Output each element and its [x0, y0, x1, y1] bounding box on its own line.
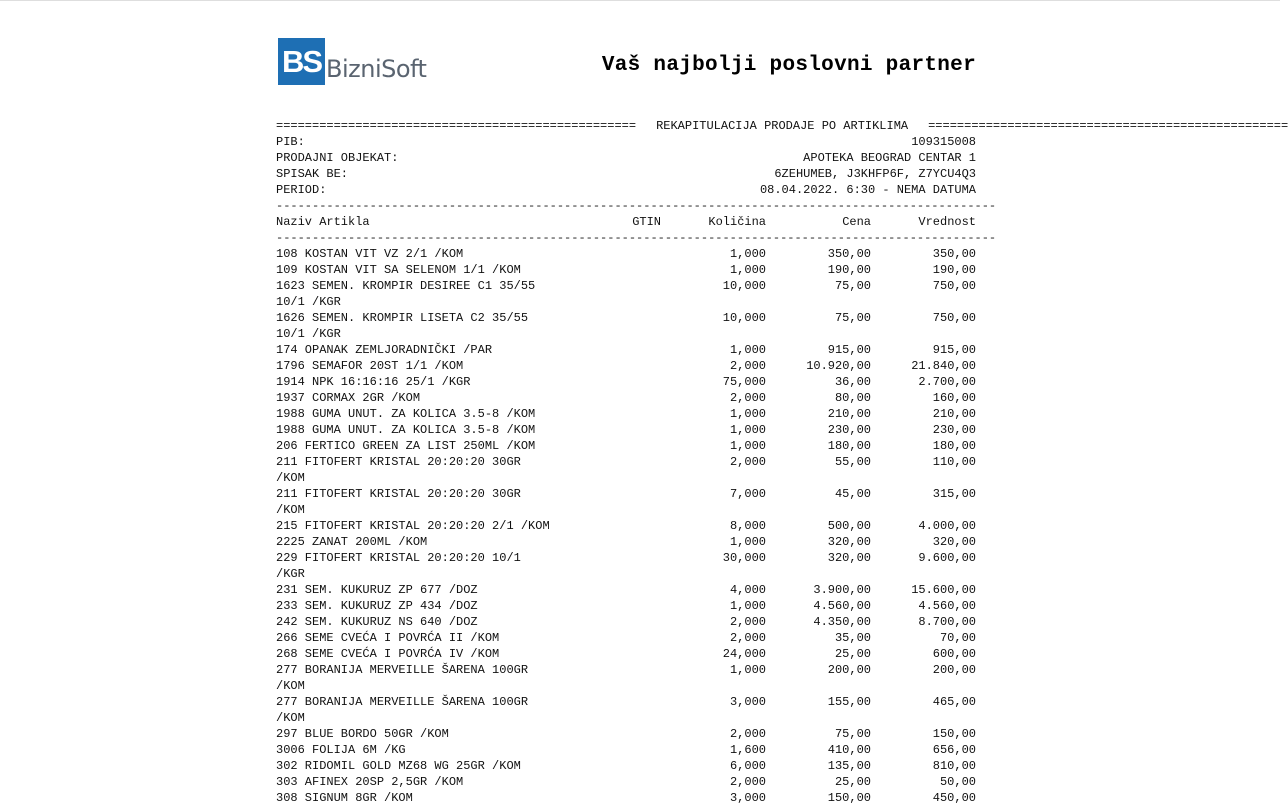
pib-value: 109315008 — [911, 135, 976, 149]
item-qty: 10,000 — [722, 311, 766, 325]
item-price: 180,00 — [827, 439, 871, 453]
period-value: 08.04.2022. 6:30 - NEMA DATUMA — [759, 183, 976, 197]
item-price: 410,00 — [827, 743, 871, 757]
item-qty: 1,000 — [729, 263, 766, 277]
separator-right: ================================================== — [928, 119, 1288, 133]
item-price: 25,00 — [834, 775, 871, 789]
item-value: 230,00 — [932, 423, 976, 437]
item-price: 350,00 — [827, 247, 871, 261]
table-row — [276, 790, 976, 806]
item-qty: 1,000 — [729, 535, 766, 549]
table-row — [276, 454, 976, 486]
item-value: 750,00 — [932, 279, 976, 293]
item-price: 55,00 — [834, 455, 871, 469]
item-name: 266 SEME CVEĆA I POVRĆA II /KOM — [276, 631, 500, 645]
item-price: 36,00 — [834, 375, 871, 389]
item-name: 206 FERTICO GREEN ZA LIST 250ML /KOM — [276, 439, 536, 453]
table-row — [276, 358, 976, 374]
item-price: 230,00 — [827, 423, 871, 437]
item-price: 135,00 — [827, 759, 871, 773]
objekat-label: PRODAJNI OBJEKAT: — [276, 151, 399, 165]
item-qty: 1,000 — [729, 663, 766, 677]
item-qty: 24,000 — [722, 647, 766, 661]
item-price: 190,00 — [827, 263, 871, 277]
item-price: 25,00 — [834, 647, 871, 661]
period-row — [276, 182, 976, 198]
item-name: 211 FITOFERT KRISTAL 20:20:20 30GR /KOM — [276, 487, 521, 517]
logo-mark: BS — [278, 38, 325, 85]
item-value: 350,00 — [932, 247, 976, 261]
item-price: 45,00 — [834, 487, 871, 501]
item-value: 4.560,00 — [918, 599, 976, 613]
item-value: 110,00 — [932, 455, 976, 469]
item-value: 8.700,00 — [918, 615, 976, 629]
item-value: 200,00 — [932, 663, 976, 677]
item-name: 1626 SEMEN. KROMPIR LISETA C2 35/55 10/1 /KGR — [276, 311, 529, 341]
item-qty: 1,000 — [729, 407, 766, 421]
table-row — [276, 726, 976, 742]
item-qty: 1,000 — [729, 423, 766, 437]
item-value: 4.000,00 — [918, 519, 976, 533]
pib-row — [276, 134, 976, 150]
item-value: 70,00 — [939, 631, 976, 645]
item-name: 277 BORANIJA MERVEILLE ŠARENA 100GR /KOM — [276, 663, 529, 693]
item-qty: 75,000 — [722, 375, 766, 389]
item-price: 75,00 — [834, 727, 871, 741]
item-value: 750,00 — [932, 311, 976, 325]
item-qty: 1,000 — [729, 439, 766, 453]
col-price: Cena — [842, 215, 871, 229]
item-price: 500,00 — [827, 519, 871, 533]
item-value: 810,00 — [932, 759, 976, 773]
item-price: 10.920,00 — [806, 359, 871, 373]
table-row — [276, 374, 976, 390]
item-value: 9.600,00 — [918, 551, 976, 565]
item-value: 160,00 — [932, 391, 976, 405]
item-name: 108 KOSTAN VIT VZ 2/1 /KOM — [276, 247, 464, 261]
item-value: 320,00 — [932, 535, 976, 549]
item-qty: 6,000 — [729, 759, 766, 773]
item-price: 320,00 — [827, 535, 871, 549]
item-qty: 1,000 — [729, 599, 766, 613]
table-row — [276, 422, 976, 438]
bizni-soft-logo — [278, 38, 426, 85]
spisak-row — [276, 166, 976, 182]
item-name: 229 FITOFERT KRISTAL 20:20:20 10/1 /KGR — [276, 551, 521, 581]
item-qty: 30,000 — [722, 551, 766, 565]
table-header — [276, 214, 976, 230]
table-row — [276, 534, 976, 550]
item-name: 2225 ZANAT 200ML /KOM — [276, 535, 428, 549]
item-name: 277 BORANIJA MERVEILLE ŠARENA 100GR /KOM — [276, 695, 529, 725]
item-qty: 1,600 — [729, 743, 766, 757]
table-row — [276, 742, 976, 758]
item-name: 1623 SEMEN. KROMPIR DESIREE C1 35/55 10/1 /KGR — [276, 279, 536, 309]
item-name: 1988 GUMA UNUT. ZA KOLICA 3.5-8 /KOM — [276, 423, 536, 437]
item-qty: 3,000 — [729, 695, 766, 709]
table-row — [276, 582, 976, 598]
item-name: 302 RIDOMIL GOLD MZ68 WG 25GR /KOM — [276, 759, 521, 773]
spisak-value: 6ZEHUMEB, J3KHFP6F, Z7YCU4Q3 — [774, 167, 976, 181]
report-body — [276, 118, 1288, 806]
objekat-value: APOTEKA BEOGRAD CENTAR 1 — [803, 151, 976, 165]
table-row — [276, 550, 976, 582]
table-row — [276, 646, 976, 662]
item-qty: 3,000 — [729, 791, 766, 805]
item-qty: 1,000 — [729, 247, 766, 261]
item-value: 2.700,00 — [918, 375, 976, 389]
item-value: 450,00 — [932, 791, 976, 805]
table-row — [276, 278, 976, 310]
item-value: 315,00 — [932, 487, 976, 501]
item-price: 200,00 — [827, 663, 871, 677]
item-qty: 8,000 — [729, 519, 766, 533]
item-value: 50,00 — [939, 775, 976, 789]
item-name: 1988 GUMA UNUT. ZA KOLICA 3.5-8 /KOM — [276, 407, 536, 421]
item-price: 4.350,00 — [813, 615, 871, 629]
top-border — [0, 0, 1280, 1]
table-row — [276, 262, 976, 278]
item-price: 75,00 — [834, 279, 871, 293]
table-row — [276, 518, 976, 534]
item-name: 174 OPANAK ZEMLJORADNIČKI /PAR — [276, 343, 493, 357]
item-name: 268 SEME CVEĆA I POVRĆA IV /KOM — [276, 647, 500, 661]
table-row — [276, 406, 976, 422]
item-price: 35,00 — [834, 631, 871, 645]
item-value: 150,00 — [932, 727, 976, 741]
item-qty: 2,000 — [729, 615, 766, 629]
table-row — [276, 630, 976, 646]
item-name: 215 FITOFERT KRISTAL 20:20:20 2/1 /KOM — [276, 519, 550, 533]
item-name: 242 SEM. KUKURUZ NS 640 /DOZ — [276, 615, 478, 629]
item-qty: 2,000 — [729, 775, 766, 789]
item-price: 320,00 — [827, 551, 871, 565]
item-name: 233 SEM. KUKURUZ ZP 434 /DOZ — [276, 599, 478, 613]
item-price: 3.900,00 — [813, 583, 871, 597]
item-price: 210,00 — [827, 407, 871, 421]
report-title: REKAPITULACIJA PRODAJE PO ARTIKLIMA — [656, 119, 909, 133]
item-name: 303 AFINEX 20SP 2,5GR /KOM — [276, 775, 464, 789]
item-value: 180,00 — [932, 439, 976, 453]
spisak-label: SPISAK BE: — [276, 167, 349, 181]
item-name: 1914 NPK 16:16:16 25/1 /KGR — [276, 375, 471, 389]
item-price: 915,00 — [827, 343, 871, 357]
objekat-row — [276, 150, 976, 166]
table-row — [276, 758, 976, 774]
item-price: 155,00 — [827, 695, 871, 709]
item-qty: 7,000 — [729, 487, 766, 501]
item-qty: 2,000 — [729, 631, 766, 645]
table-row — [276, 310, 976, 342]
table-row — [276, 486, 976, 518]
table-row — [276, 614, 976, 630]
report-title-row — [276, 118, 1288, 134]
table-row — [276, 598, 976, 614]
item-price: 4.560,00 — [813, 599, 871, 613]
dash-separator: ---------------------------------------------------------------------------------------------------- — [276, 231, 997, 245]
pib-label: PIB: — [276, 135, 305, 149]
item-name: 308 SIGNUM 8GR /KOM — [276, 791, 413, 805]
item-name: 3006 FOLIJA 6M /KG — [276, 743, 406, 757]
table-row — [276, 774, 976, 790]
dash-separator: ---------------------------------------------------------------------------------------------------- — [276, 199, 997, 213]
item-value: 600,00 — [932, 647, 976, 661]
item-price: 80,00 — [834, 391, 871, 405]
item-qty: 2,000 — [729, 727, 766, 741]
item-name: 297 BLUE BORDO 50GR /KOM — [276, 727, 449, 741]
item-value: 210,00 — [932, 407, 976, 421]
tagline: Vaš najbolji poslovni partner — [601, 54, 976, 77]
table-row — [276, 246, 976, 262]
item-qty: 2,000 — [729, 455, 766, 469]
item-value: 465,00 — [932, 695, 976, 709]
item-name: 109 KOSTAN VIT SA SELENOM 1/1 /KOM — [276, 263, 521, 277]
table-row — [276, 662, 976, 694]
logo-text: BizniSoft — [326, 54, 427, 83]
item-qty: 10,000 — [722, 279, 766, 293]
table-row — [276, 390, 976, 406]
item-value: 656,00 — [932, 743, 976, 757]
items-list — [276, 246, 976, 806]
separator-left: ================================================== — [276, 119, 637, 133]
item-qty: 2,000 — [729, 391, 766, 405]
period-label: PERIOD: — [276, 183, 327, 197]
item-name: 211 FITOFERT KRISTAL 20:20:20 30GR /KOM — [276, 455, 521, 485]
col-gtin: GTIN — [632, 215, 661, 229]
item-value: 21.840,00 — [911, 359, 976, 373]
item-qty: 2,000 — [729, 359, 766, 373]
item-price: 150,00 — [827, 791, 871, 805]
item-value: 915,00 — [932, 343, 976, 357]
item-name: 1937 CORMAX 2GR /KOM — [276, 391, 421, 405]
item-name: 231 SEM. KUKURUZ ZP 677 /DOZ — [276, 583, 478, 597]
col-value: Vrednost — [918, 215, 976, 229]
table-row — [276, 438, 976, 454]
table-row — [276, 342, 976, 358]
item-qty: 1,000 — [729, 343, 766, 357]
item-name: 1796 SEMAFOR 20ST 1/1 /KOM — [276, 359, 464, 373]
item-value: 15.600,00 — [911, 583, 976, 597]
item-price: 75,00 — [834, 311, 871, 325]
col-qty: Količina — [708, 215, 766, 229]
col-name: Naziv Artikla — [276, 215, 370, 229]
item-qty: 4,000 — [729, 583, 766, 597]
item-value: 190,00 — [932, 263, 976, 277]
table-row — [276, 694, 976, 726]
